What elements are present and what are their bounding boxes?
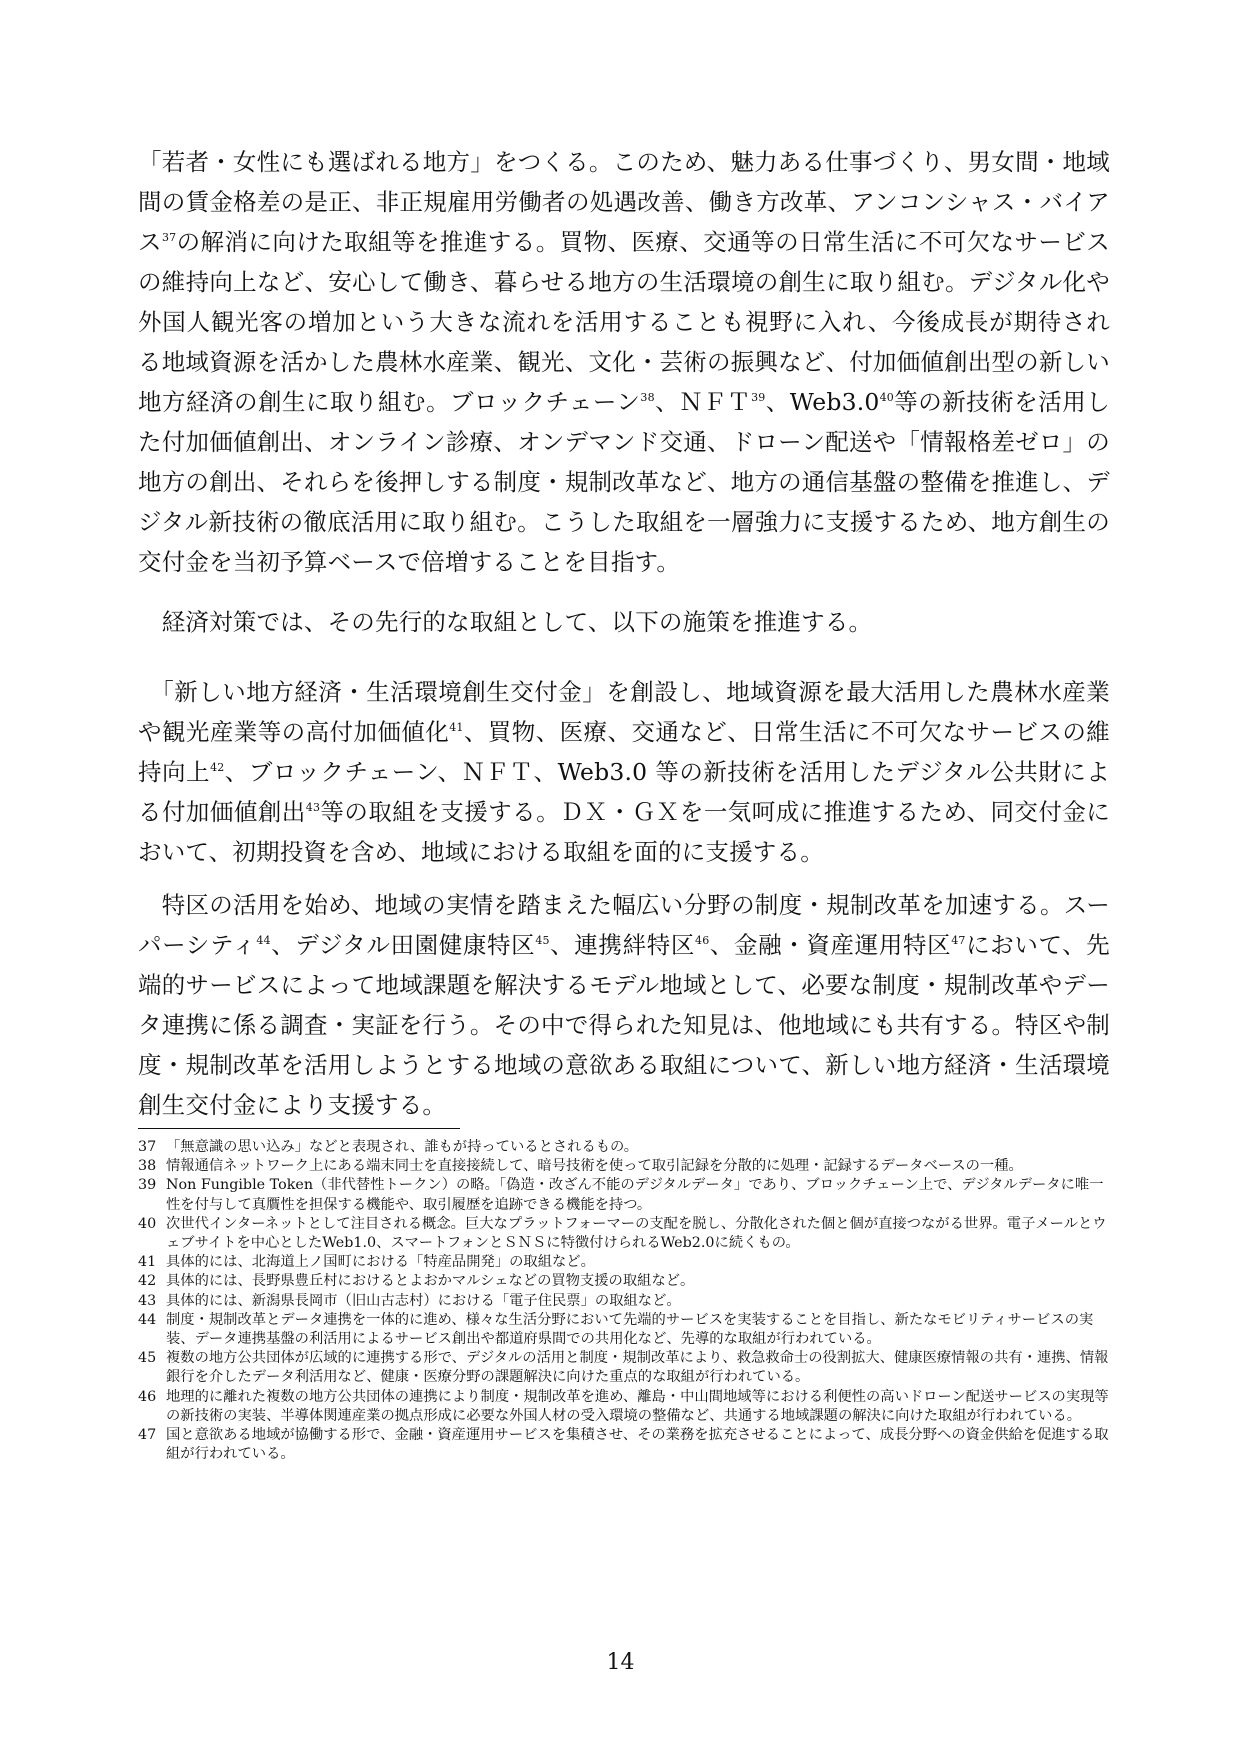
paragraph-text: 等の取組を支援する。ＤＸ・ＧＸを一気呵成に推進するため、同交付金において、初期投資を含め、地域における取組を面的に支援する。 xyxy=(138,798,1110,866)
footnote-item xyxy=(138,1138,1110,1157)
footnote-ref: 40 xyxy=(879,391,894,404)
paragraph-economic-measures xyxy=(138,602,1110,642)
footnote-item xyxy=(138,1388,1110,1426)
footnote-item xyxy=(138,1311,1110,1349)
footnote-number: 43 xyxy=(138,1292,157,1309)
footnote-item xyxy=(138,1157,1110,1176)
footnote-ref: 47 xyxy=(951,934,966,947)
footnote-item xyxy=(138,1272,1110,1291)
footnote-item xyxy=(138,1253,1110,1272)
footnote-number: 37 xyxy=(138,1139,157,1155)
footnote-ref: 46 xyxy=(695,934,710,947)
paragraph-text: の解消に向けた取組等を推進する。買物、医療、交通等の日常生活に不可欠なサービスの維持向上など、安心して働き、暮らせる地方の生活環境の創生に取り組む。デジタル化や外国人観光客の増加という大きな流れを活用することも視野に入れ、今後成長が期待される地域資源を活かした農林水産業、観光、文化・芸術の振興など、付加価値創出型の新しい地方経済の創生に取り組む。ブロックチェーン xyxy=(138,228,1110,416)
footnote-text: 「無意識の思い込み」などと表現され、誰もが持っているとされるもの。 xyxy=(166,1139,639,1155)
paragraph-text: 、買物、医療、交通など、日常生活に不可欠なサービスの維持向上 xyxy=(138,718,1110,786)
footnote-number: 40 xyxy=(138,1215,157,1232)
footnote-number: 45 xyxy=(138,1350,157,1367)
footnote-number: 47 xyxy=(138,1427,157,1444)
paragraph-text: 等の新技術を活用した付加価値創出、オンライン診療、オンデマンド交通、ドローン配送や「情報格差ゼロ」の地方の創出、それらを後押しする制度・規制改革など、地方の通信基盤の整備を推進し、デジタル新技術の徹底活用に取り組む。こうした取組を一層強力に支援するため、地方創生の交付金を当初予算ベースで倍増することを目指す。 xyxy=(138,388,1110,576)
footnote-text: 複数の地方公共団体が広域的に連携する形で、デジタルの活用と制度・規制改革により、救急救命士の役割拡大、健康医療情報の共有・連携、情報銀行を介したデータ利活用など、健康・医療分野の課題解決に向けた重点的な取組が行われている。 xyxy=(166,1350,1109,1386)
paragraph-grant xyxy=(138,672,1110,872)
footnote-item xyxy=(138,1349,1110,1387)
footnote-separator xyxy=(138,1128,460,1129)
paragraph-text: 、連携絆特区 xyxy=(549,931,695,959)
paragraph-text: 、金融・資産運用特区 xyxy=(709,931,952,959)
footnote-text: 制度・規制改革とデータ連携を一体的に進め、様々な生活分野において先端的サービスを実装することを目指し、新たなモビリティサービスの実装、データ連携基盤の利活用によるサービス創出や都道府県間での共用化など、先導的な取組が行われている。 xyxy=(166,1311,1094,1348)
footnotes xyxy=(138,1138,1110,1464)
footnote-item xyxy=(138,1426,1110,1464)
footnote-number: 46 xyxy=(138,1388,157,1405)
footnote-item xyxy=(138,1292,1110,1311)
paragraph-text: 、デジタル田園健康特区 xyxy=(270,931,536,959)
paragraph-text: 、ブロックチェーン、ＮＦＴ、Web3.0 等の新技術を活用したデジタル公共財による付加価値創出 xyxy=(138,758,1110,826)
paragraph-text: において、先端的サービスによって地域課題を解決するモデル地域として、必要な制度・規制改革やデータ連携に係る調査・実証を行う。その中で得られた知見は、他地域にも共有する。特区や制度・規制改革を活用しようとする地域の意欲ある取組について、新しい地方経済・生活環境創生交付金により支援する。 xyxy=(138,931,1111,1119)
footnote-ref: 43 xyxy=(305,801,321,814)
footnote-text: 情報通信ネットワーク上にある端末同士を直接接続して、暗号技術を使って取引記録を分散的に処理・記録するデータベースの一種。 xyxy=(166,1158,1023,1175)
page-number: 14 xyxy=(606,1650,635,1675)
footnote-ref: 38 xyxy=(640,391,655,404)
paragraph-regional-revitalization xyxy=(138,142,1110,582)
paragraph-text: 、Web3.0 xyxy=(765,388,880,416)
paragraph-text: 経済対策では、その先行的な取組として、以下の施策を推進する。 xyxy=(138,608,873,636)
footnote-ref: 45 xyxy=(535,934,550,947)
footnote-item xyxy=(138,1176,1110,1214)
footnote-text: 具体的には、新潟県長岡市（旧山古志村）における「電子住民票」の取組など。 xyxy=(166,1292,681,1309)
footnote-ref: 39 xyxy=(751,391,766,404)
paragraph-text: 「若者・女性にも選ばれる地方」をつくる。このため、魅力ある仕事づくり、男女間・地域間の賃金格差の是正、非正規雇用労働者の処遇改善、働き方改革、アンコンシャス・バイアス xyxy=(138,148,1110,256)
footnote-ref: 41 xyxy=(449,721,464,734)
footnote-ref: 42 xyxy=(210,761,225,774)
footnote-number: 38 xyxy=(138,1158,157,1175)
footnote-text: 地理的に離れた複数の地方公共団体の連携により制度・規制改革を進め、離島・中山間地域等における利便性の高いドローン配送サービスの実現等の新技術の実装、半導体関連産業の拠点形成に必要な外国人材の受入環境の整備など、共通する地域課題の解決に向けた取組が行われている。 xyxy=(166,1388,1109,1424)
paragraph-text: 特区の活用を始め、地域の実情を踏まえた幅広い分野の制度・規制改革を加速する。スーパーシティ xyxy=(138,891,1110,959)
footnote-number: 39 xyxy=(138,1177,157,1194)
footnote-number: 41 xyxy=(138,1254,157,1271)
paragraph-text: 「新しい地方経済・生活環境創生交付金」を創設し、地域資源を最大活用した農林水産業や観光産業等の高付加価値化 xyxy=(138,678,1110,746)
footnote-number: 44 xyxy=(138,1311,157,1328)
footnote-text: Non Fungible Token（非代替性トークン）の略。「偽造・改ざん不能のデジタルデータ」であり、ブロックチェーン上で、デジタルデータに唯一性を付与して真贋性を担保する機能や、取引履歴を追跡できる機能を持つ。 xyxy=(166,1177,1104,1213)
footnote-text: 国と意欲ある地域が協働する形で、金融・資産運用サービスを集積させ、その業務を拡充させることによって、成長分野への資金供給を促進する取組が行われている。 xyxy=(166,1427,1109,1463)
footnote-text: 具体的には、北海道上ノ国町における「特産品開発」の取組など。 xyxy=(166,1254,595,1271)
footnote-number: 42 xyxy=(138,1273,157,1290)
paragraph-special-zones xyxy=(138,885,1110,1125)
footnote-item xyxy=(138,1215,1110,1253)
footnote-text: 次世代インターネットとして注目される概念。巨大なプラットフォーマーの支配を脱し、分散化された個と個が直接つながる世界。電子メールとウェブサイトを中心としたWeb1.0、スマートフォンとＳＮＳに特徴付けられるWeb2.0に続くもの。 xyxy=(166,1215,1107,1252)
footnote-ref: 44 xyxy=(256,934,271,947)
paragraph-text: 、ＮＦＴ xyxy=(654,388,752,416)
footnote-ref: 37 xyxy=(161,231,177,244)
footnote-text: 具体的には、長野県豊丘村におけるとよおかマルシェなどの買物支援の取組など。 xyxy=(166,1273,695,1290)
